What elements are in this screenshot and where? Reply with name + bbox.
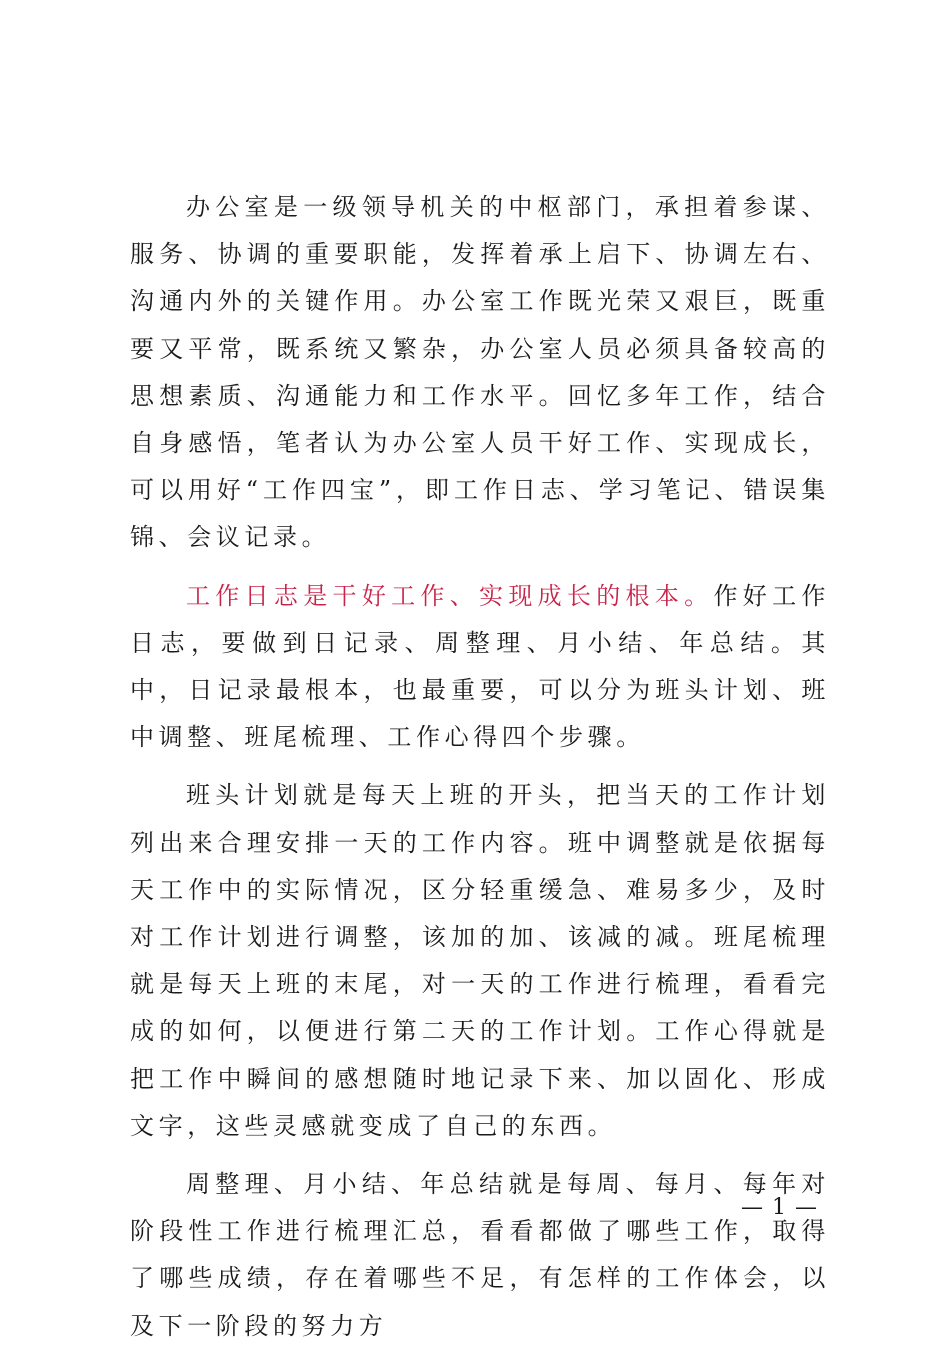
paragraph-text: 作好工作日志，要做到日记录、周整理、月小结、年总结。其中，日记录最根本，也最重要，可以分为班头计划、班中调整、班尾梳理、工作心得四个步骤。 [130, 581, 830, 752]
paragraph-periodic-summary [130, 1161, 830, 1350]
paragraph-work-log [130, 573, 830, 762]
paragraph-daily-steps [130, 772, 830, 1150]
paragraph-intro [130, 184, 830, 562]
paragraph-text: 周整理、月小结、年总结就是每周、每月、每年对阶段性工作进行梳理汇总，看看都做了哪些工作，取得了哪些成绩，存在着哪些不足，有怎样的工作体会，以及下一阶段的努力方 [130, 1170, 830, 1340]
page-number: — 1 — [741, 1195, 818, 1220]
paragraph-text: 办公室是一级领导机关的中枢部门，承担着参谋、服务、协调的重要职能，发挥着承上启下、协调左右、沟通内外的关键作用。办公室工作既光荣又艰巨，既重要又平常，既系统又繁杂，办公室人员必须具备较高的思想素质、沟通能力和工作水平。回忆多年工作，结合自身感悟，笔者认为办公室人员干好工作、实现成长，可以用好“工作四宝”，即工作日志、学习笔记、错误集锦、会议记录。 [130, 193, 830, 552]
highlighted-sentence: 工作日志是干好工作、实现成长的根本。 [186, 581, 714, 610]
document-body [130, 184, 830, 1361]
paragraph-text: 班头计划就是每天上班的开头，把当天的工作计划列出来合理安排一天的工作内容。班中调整就是依据每天工作中的实际情况，区分轻重缓急、难易多少，及时对工作计划进行调整，该加的加、该减的减。班尾梳理就是每天上班的末尾，对一天的工作进行梳理，看看完成的如何，以便进行第二天的工作计划。工作心得就是把工作中瞬间的感想随时地记录下来、加以固化、形成文字，这些灵感就变成了自己的东西。 [130, 781, 830, 1140]
